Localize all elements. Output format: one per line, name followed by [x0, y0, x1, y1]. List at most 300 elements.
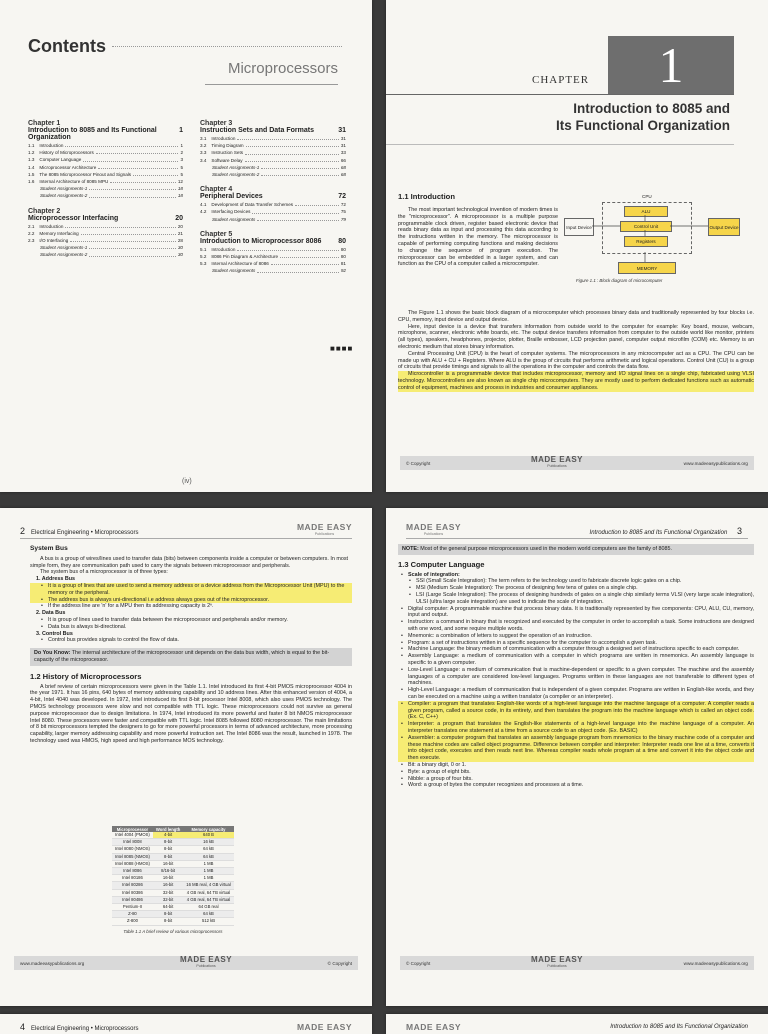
term-item-text: Program: a set of instructions written in a specific sequence for the computer to accomplish a given task. [408, 639, 657, 646]
header-logo-sub: Publications [314, 532, 335, 536]
toc-entry [28, 251, 183, 258]
term-item-text: Byte: a group of eight bits. [408, 768, 471, 775]
table-cell: 8-bit [153, 846, 183, 853]
table-cell: 640 B [183, 832, 233, 839]
section-heading: 1.1 Introduction [398, 192, 455, 201]
toc-entry-number: 3.4 [200, 157, 207, 163]
toc-entry-text [28, 223, 63, 230]
toc-entry-title: Introduction [211, 246, 236, 252]
table-cell: Intel 8085 (NMOS) [112, 853, 153, 860]
table-cell: 1 MB [183, 875, 233, 882]
toc-entry-text [200, 157, 243, 164]
toc-entry-text [212, 267, 255, 274]
page-footer [14, 956, 358, 970]
toc-entry-text [200, 253, 278, 260]
figure-caption: Figure 1.1 : Block diagram of microcomputer [576, 278, 663, 283]
page-number: (iv) [182, 478, 192, 485]
toc-leader-dots [237, 246, 338, 251]
toc-entry-text [40, 244, 87, 251]
toc-entry-title: Microprocessor Architecture [39, 164, 97, 170]
toc-entry-text [200, 135, 235, 142]
title-dotted-rule [112, 46, 342, 47]
toc-entry-number: 2.1 [28, 223, 35, 229]
toc-entry-page: 3 [180, 157, 183, 163]
table-caption: Table 1.1 A brief review of various microprocessors [123, 928, 223, 934]
term-item [398, 782, 754, 789]
toc-entry-page: 18 [177, 193, 183, 199]
toc-chapter-title [28, 215, 183, 223]
bus-bullet-item: • If the address line are 'n' for a MPU then its addressing capacity is 2ⁿ. [30, 603, 352, 610]
table-row [112, 868, 234, 875]
header-right [590, 526, 748, 536]
toc-entry [200, 157, 346, 164]
header-logo [297, 524, 352, 538]
term-item [398, 701, 754, 721]
toc-entry [28, 156, 183, 163]
chapter-title-rule [386, 144, 734, 145]
toc-entry-page: 2 [180, 150, 183, 156]
toc-entry-text [28, 164, 96, 171]
footer-logo [531, 456, 583, 470]
toc-entry [28, 237, 183, 244]
page-header [406, 1020, 748, 1034]
toc-entry-text [200, 246, 235, 253]
term-item-text: Compiler: a program that translates English-like words of a high-level language into the machine language of a computer. A compiler reads a given program, called a source code, in its entirety, and then translates the program into the machine language which is called an object code. (Ex. C, C++) [408, 700, 754, 721]
toc-entry-title: Introduction [39, 143, 64, 148]
toc-entry-page: 12 [177, 179, 183, 185]
toc-leader-dots [98, 164, 178, 169]
table-row [112, 860, 234, 867]
header-logo-text: MADE EASY [406, 522, 462, 532]
toc-entry [28, 171, 183, 178]
term-item [398, 776, 754, 783]
table-cell: Intel 80286 [112, 882, 153, 889]
toc-chapter-title-page: 80 [338, 237, 346, 245]
term-item [398, 762, 754, 769]
table-cell: 64-bit [153, 904, 183, 911]
toc-leader-dots [110, 178, 176, 183]
toc-entry-title: Student Assignments-2 [212, 172, 260, 178]
toc-entry-number: 1.1 [28, 143, 35, 148]
toc-left-column [28, 112, 183, 259]
toc-chapter-title-text: Instruction Sets and Data Formats [200, 127, 314, 134]
toc-entry-title: Development of Data Transfer Schemes [211, 202, 294, 208]
toc-entry-title: Instruction Sets [211, 150, 244, 156]
table-cell: Z-80 [112, 911, 153, 918]
header-logo: MADE EASY [406, 1021, 462, 1032]
toc-entry [28, 142, 183, 149]
address-bus-title: 1. Address Bus [36, 576, 76, 583]
toc-entry-title: 8086 Pin Diagram & Architecture [211, 254, 279, 260]
paragraph-3: Here, input device is a device that transfers information from outside world to the computer for example: Key board, mouse, webcam, microphone, scanner, electronic white boards, etc. The output device transfers information from computer to the outside world like monitor, printers (all types), speakers, headphones, projector, plotter, Braille embosser, LCD projection panel, computer output microfilm (COM) etc. Memory is an electronic medium that stores binary information. [398, 323, 754, 350]
toc-entry [28, 223, 183, 230]
toc-leader-dots [295, 201, 339, 206]
term-item [398, 687, 754, 701]
history-table [112, 826, 234, 926]
toc-leader-dots [245, 149, 339, 154]
header-text: Electrical Engineering • Microprocessors [31, 530, 139, 536]
toc-entry-page: 5 [180, 171, 183, 177]
footer-logo-sub: Publications [547, 464, 567, 468]
table-row [112, 918, 234, 925]
toc-leader-dots [70, 237, 176, 242]
footer-logo [531, 956, 583, 970]
book-title-rule [205, 84, 338, 85]
table-cell: 4 GB real, 64 TB virtual [183, 889, 233, 896]
block-diagram [564, 190, 742, 288]
output-device-box: Output Device [708, 218, 740, 236]
chapter-title-line2: Its Functional Organization [555, 118, 730, 133]
contents-page [0, 0, 372, 492]
toc-entry-page: 21 [177, 230, 183, 236]
term-item-text: Machine Language: the binary medium of communication with a computer through a designed set of instructions specific to each computer. [408, 646, 740, 653]
system-bus-section [30, 546, 352, 745]
table-cell: Z-800 [112, 918, 153, 925]
toc-chapter-title-text: Introduction to 8085 and Its Functional Organization [28, 127, 157, 141]
toc-entry [200, 164, 346, 171]
paragraph-5-highlighted: Microcontroller is a programmable device that includes microprocessor, memory and I/O signal lines on a single chip, fabricated using VLSI technology. Microcontrollers are also known as single chip microcomputers. They are mostly used to perform dedicated functions such as automatic control of equipment, machines and process in industries and consumer appliances. [398, 371, 754, 391]
toc-entry [200, 201, 346, 208]
table-cell: Intel 80186 [112, 875, 153, 882]
toc-leader-dots [83, 156, 178, 161]
intro-paragraph: The most important technological invention of modern times is the "microprocessor". A microprocessor is a multiple purpose programmable clock driven, register based electronic device that reads binary data as input and processing this data according to the instructions written in the memory. The microprocessor is capable of performing computing functions and making decisions to change the sequence of program execution. The microprocessor can be embedded in a larger system, and can function as the CPU of a computer called a microcomputer. [398, 207, 558, 268]
toc-entry-page: 30 [177, 252, 183, 258]
toc-entry-title: Memory Interfacing [39, 230, 79, 236]
term-item [398, 735, 754, 762]
term-subitem: • SSI (Small Scale Integration): The term refers to the technology used to fabricate discrete logic gates on a chip. [398, 578, 754, 585]
table-cell: 64 GB real [183, 904, 233, 911]
term-subitem: • LSI (Large Scale Integration): The process of designing hundreds of gates on a single chip similarly terms VLSI (very large scale integration), ULSI (ultra large scale integration) are used to indicate the scale of integration. [398, 592, 754, 606]
table-cell: 32-bit [153, 889, 183, 896]
table-cell: 64 kB [183, 846, 233, 853]
toc-entry-number: 1.2 [28, 150, 35, 156]
toc-entry-text [212, 171, 259, 178]
page-header [20, 524, 352, 539]
control-bus-title: 3. Control Bus [36, 630, 73, 637]
page-footer [400, 456, 754, 470]
do-you-know-box [30, 648, 352, 666]
alu-box: ALU [624, 206, 668, 217]
section-heading: 1.3 Computer Language [398, 559, 485, 569]
note-label: NOTE: [402, 546, 419, 552]
toc-entry-number: 1.5 [28, 171, 35, 177]
toc-leader-dots [65, 223, 175, 228]
footer-url: www.madeeasypublications.org [20, 960, 85, 966]
table-row [112, 896, 234, 903]
table-cell: Intel 4004 (PMOS) [112, 832, 153, 839]
toc-entry-text [200, 208, 250, 215]
toc-entry [200, 208, 346, 215]
toc-entry-text [28, 237, 68, 244]
header-left [20, 526, 139, 536]
registers-box: Registers [624, 236, 668, 247]
page-number: 2 [20, 526, 26, 536]
toc-entry [200, 216, 346, 223]
toc-entry-page: 1 [180, 143, 183, 148]
term-item [398, 769, 754, 776]
contents-title: Contents [28, 36, 106, 56]
table-cell: 16-bit [153, 882, 183, 889]
toc-entry-title: Student Assignments [212, 268, 256, 274]
input-device-box: Input Device [564, 218, 594, 236]
toc-entry-text [40, 192, 87, 199]
toc-entry-page: 66 [340, 157, 346, 163]
toc-chapter-title-page: 72 [338, 193, 346, 201]
bus-bullet-item: • The address bus is always uni-directional i.e address always goes out of the microprocessor. [30, 597, 352, 604]
table-cell: Intel 80386 [112, 889, 153, 896]
term-item [398, 667, 754, 687]
term-subitem: • MSI (Medium Scale Integration): The process of designing few tens of gates on a single chip. [398, 585, 754, 592]
table-cell: 1 MB [183, 868, 233, 875]
toc-chapter-title-page: 1 [179, 127, 183, 134]
table-row [112, 832, 234, 839]
toc-chapter-title [200, 193, 346, 201]
toc-chapter-label: Chapter 5 [200, 230, 233, 238]
term-item-text: Assembly Language: a medium of communication with a computer in which programs are written in mnemonics. An assembly language is specific to a given computer. [408, 653, 754, 666]
toc-leader-dots [96, 149, 179, 154]
term-item-text: Assembler: a computer program that translates an assembly language program from mnemonics to the binary machine code of a computer and these machine codes are called object programme. Difference between compiler and interpreter: Interpreter reads one line at a time, converts it into object code, executes and then reads next line. Whereas compiler reads whole program at a time and convert it into the object code and then execute. [408, 734, 754, 762]
toc-entry [28, 178, 183, 185]
toc-entry-number: 5.3 [200, 261, 207, 267]
table-row [112, 882, 234, 889]
table-header-cell: Memory capacity [183, 826, 233, 832]
term-item [398, 653, 754, 667]
toc-chapter-label: Chapter 1 [28, 120, 61, 127]
toc-chapter-title [200, 127, 346, 135]
page-5-partial [386, 1014, 768, 1034]
toc-entry-number: 1.4 [28, 164, 35, 170]
table-cell: Intel 8080 (NMOS) [112, 846, 153, 853]
toc-leader-dots [65, 142, 178, 147]
term-item-text: Scale of integration: [408, 571, 460, 578]
toc-entry-page: 75 [340, 209, 346, 215]
toc-leader-dots [271, 260, 339, 265]
do-you-know-text: The internal architecture of the microprocessor unit depends on the data bus width, which is equal to the bit-capacity of the microprocessor. [34, 650, 330, 663]
table-cell: 8-bit [153, 918, 183, 925]
table-row [112, 911, 234, 918]
table-cell: 16-bit [153, 860, 183, 867]
term-item-text: Bit: a binary digit, 0 or 1. [408, 761, 467, 768]
toc-leader-dots [280, 253, 339, 258]
toc-entry-number: 4.1 [200, 202, 207, 208]
paragraph-4: Central Processing Unit (CPU) is the heart of computer systems. The microprocessors in any microcomputer act as a CPU. The CPU can be made up with ALU + CU + Registers. Where ALU is the group of circuits that performs arithmetic and logical operations. Control Unit (CU) is a group of circuits that provide timings and signals to all the operations in the computer and controls the data flow. [398, 350, 754, 371]
system-bus-para: A bus is a group of wires/lines used to transfer data (bits) between components inside a computer or between computers. In most simple form, they are communication path used to carry the signals between microprocessor and peripherals. [30, 555, 349, 569]
toc-chapter-title-page: 20 [175, 214, 183, 222]
toc-entry-title: Introduction [39, 223, 64, 229]
toc-entry-text [40, 251, 87, 258]
toc-entry-number: 2.3 [28, 238, 35, 244]
term-item-text: Nibble: a group of four bits. [408, 775, 473, 782]
term-item-text: Digital computer: A programmable machine that process binary data. It is traditionally represented by five components: CPU, ALU, CU, memory, input and output. [408, 605, 754, 619]
header-text: Electrical Engineering • Microprocessors [31, 1026, 139, 1032]
system-bus-title: System Bus [30, 545, 68, 552]
toc-entry-text [200, 201, 293, 208]
body-text [398, 310, 754, 392]
toc-entry-title: Internal Architecture of 8085 MPU [39, 179, 109, 185]
term-list [398, 572, 754, 790]
term-item-text: High-Level Language: a medium of communication that is independent of a given computer. Programs are written in English-like words, and they can be executed on a machine using a written translator (a compiler or an interpreter). [408, 687, 754, 700]
toc-entry-title: Student Assignments-1 [212, 164, 260, 170]
term-item-text: Mnemonic: a combination of letters to suggest the operation of an instruction. [408, 632, 592, 639]
footer-logo-text: MADE EASY [530, 455, 584, 464]
toc-entry-number: 3.3 [200, 150, 207, 156]
footer-copyright: © Copyright [406, 460, 431, 466]
toc-entry-page: 31 [340, 143, 346, 149]
toc-entry-page: 33 [340, 150, 346, 156]
toc-entry-page: 81 [340, 261, 346, 267]
table-cell: 4 GB real, 64 TB virtual [183, 896, 233, 903]
chapter-label: CHAPTER [532, 74, 590, 86]
memory-box: MEMORY [618, 262, 676, 274]
toc-entry-number: 5.2 [200, 254, 207, 260]
table-cell: Intel 8088 (HMOS) [112, 860, 153, 867]
toc-entry-text [28, 171, 131, 178]
toc-entry-title: Computer Language [39, 157, 82, 163]
page-4-partial [0, 1014, 372, 1034]
toc-leader-dots [245, 157, 339, 162]
toc-leader-dots [261, 164, 339, 169]
cpu-label: CPU [642, 194, 652, 199]
toc-entry-text [200, 142, 244, 149]
term-item [398, 721, 754, 735]
table-cell: 32-bit [153, 896, 183, 903]
toc-entry [200, 246, 346, 253]
table-cell: 1 MB [183, 860, 233, 867]
toc-entry-text [28, 156, 81, 163]
toc-entry-page: 80 [340, 246, 346, 252]
toc-entry-number: 3.2 [200, 143, 207, 149]
toc-entry-text [212, 216, 255, 223]
header-logo-text: MADE EASY [296, 522, 352, 532]
table-cell: Pentium-II [112, 904, 153, 911]
table-cell: 16 kB [183, 839, 233, 846]
table-cell: 64 kB [183, 853, 233, 860]
toc-leader-dots [257, 267, 339, 272]
page-2 [0, 508, 372, 1006]
toc-entry-number: 4.2 [200, 209, 207, 215]
bus-bullet-item: • It is group of lines used to transfer data between the microprocessor and peripherals and/or memory. [30, 617, 352, 624]
toc-entry-text [28, 178, 108, 185]
system-bus-types: The system bus of a microprocessor is of three types: [40, 569, 168, 576]
chapter-title-line1: Introduction to 8085 and [573, 101, 730, 116]
chapter-number: 1 [608, 36, 734, 94]
toc-chapter-label: Chapter 2 [28, 207, 61, 215]
toc-leader-dots [89, 185, 176, 190]
do-you-know-label: Do You Know: [34, 650, 71, 657]
data-bus-title: 2. Data Bus [36, 610, 66, 617]
table-cell: 16 MB real, 4 GB virtual [183, 882, 233, 889]
footer-url: www.madeeasypublications.org [683, 960, 748, 966]
toc-entry [28, 149, 183, 156]
history-para: A brief review of certain microprocessors were given in the Table 1.1. Intel introduced its first 4-bit PMOS microprocessor 4004 in the year 1971. It has 16 pins, 640 bytes of memory addressing capability and 10 address lines. After this enhanced version of 4004, a 4-bit, Intel 4040 was developed. In 1972, Intel introduced its first 8-bit processor Intel 8008, which also uses PMOS technology. The PMOS technology processors were slow and not compatible with TTL logic. These microprocessors could not survive as general purpose microprocessor due to design limitations. In 1974, Intel introduced its more powerful and faster 8 bit NMOS microprocessor Intel 8080. These processors were faster and compatible with TTL logic. Intel 8085 followed 8080 microprocessor. The main limitations of 8 bit microprocessors tempted the designers to go for more powerful processors in terms of advanced architecture, more processing capability, larger memory addressing capability and more powerful instruction set. The Intel 8086 was the result, launched in 1978. The technology used was HMOS, high speed and high performance MOS technology. [30, 683, 352, 744]
table-cell: 8-bit [153, 839, 183, 846]
toc-entry-text [28, 230, 79, 237]
toc-leader-dots [81, 230, 176, 235]
toc-entry-text [200, 260, 269, 267]
header-logo: MADE EASY [296, 1021, 352, 1032]
chapter-title [556, 100, 730, 134]
toc-chapter-title-page: 31 [338, 127, 346, 134]
term-item [398, 640, 754, 647]
toc-entry-page: 28 [177, 238, 183, 244]
toc-chapter-label: Chapter 4 [200, 186, 233, 194]
footer-logo-text: MADE EASY [179, 955, 233, 964]
note-box [398, 544, 754, 555]
toc-entry-title: History of Microprocessors [39, 150, 94, 156]
table-cell: 512 kB [183, 918, 233, 925]
toc-entry-number: 1.6 [28, 179, 35, 185]
toc-entry [28, 230, 183, 237]
page-header [406, 524, 748, 539]
header-text: Introduction to 8085 and Its Functional Organization [610, 1024, 748, 1030]
table-cell: 4-bit [153, 832, 183, 839]
footer-copyright: © Copyright [406, 960, 431, 966]
history-table-wrap [112, 826, 234, 934]
toc-entry [28, 244, 183, 251]
table-header-cell: Microprocessor [112, 826, 153, 832]
toc-entry-text [28, 149, 94, 156]
toc-leader-dots [133, 171, 178, 176]
table-cell: 8/16-bit [153, 868, 183, 875]
page-3 [386, 508, 768, 1006]
term-item-text: Word: a group of bytes the computer recognizes and processes at a time. [408, 782, 584, 789]
table-row [112, 904, 234, 911]
toc-entry-title: Student Assignments-1 [40, 186, 88, 192]
control-unit-box: Control Unit [620, 221, 672, 232]
term-item [398, 606, 754, 620]
intro-section [398, 192, 558, 268]
toc-entry-title: Student Assignments-2 [40, 252, 88, 258]
table-cell: 16-bit [153, 875, 183, 882]
term-item-text: Low-Level Language: a medium of communication that is machine-dependent or specific to a given computer. The machine and the assembly languages of a computer are considered low-level languages. Programs written in these languages are not transferable to different types of machines. [408, 666, 754, 687]
toc-entry-text [200, 149, 243, 156]
toc-entry-page: 18 [177, 186, 183, 192]
table-row [112, 839, 234, 846]
toc-entry [200, 142, 346, 149]
toc-entry-page: 68 [340, 172, 346, 178]
toc-entry-number: 1.3 [28, 157, 35, 163]
footer-logo-text: MADE EASY [530, 955, 584, 964]
table-cell: Intel 8086 [112, 868, 153, 875]
page-footer [400, 956, 754, 970]
toc-entry-title: Internal Architecture of 8086 [211, 261, 269, 267]
toc-entry-number: 3.1 [200, 136, 207, 141]
term-item-text: Instruction: a command in binary that is recognized and executed by the computer in order to accomplish a task. Some instructions are designed with one word, and some require multiple words. [408, 619, 754, 632]
book-title: Microprocessors [227, 60, 338, 77]
table-row [112, 846, 234, 853]
toc-entry [200, 253, 346, 260]
toc-entry-title: Interfacing Devices [211, 209, 251, 215]
chapter-opener-page [386, 0, 768, 492]
toc-entry-number: 5.1 [200, 246, 207, 252]
term-item [398, 646, 754, 653]
paragraph-2: The Figure 1.1 shows the basic block diagram of a microcomputer which processes binary data and traditionally represented by four blocks i.e. CPU, memory, input device and output device. [398, 310, 754, 323]
toc-chapter-title-text: Introduction to Microprocessor 8086 [200, 237, 322, 245]
footer-logo [180, 956, 232, 970]
table-cell: 64 kB [183, 911, 233, 918]
footer-logo-sub: Publications [547, 964, 567, 968]
end-mark: ■■■■ [330, 344, 354, 353]
toc-leader-dots [89, 251, 176, 256]
toc-entry [200, 171, 346, 178]
toc-entry-page: 72 [340, 202, 346, 208]
footer-copyright: © Copyright [327, 960, 352, 966]
toc-entry-title: Software Delay [211, 157, 243, 163]
toc-chapter-title-text: Peripheral Devices [200, 193, 263, 201]
table-cell: 8-bit [153, 853, 183, 860]
toc-entry-title: The 8085 Microprocessor Pinout and Signals [39, 171, 132, 177]
toc-entry-page: 31 [340, 136, 346, 141]
